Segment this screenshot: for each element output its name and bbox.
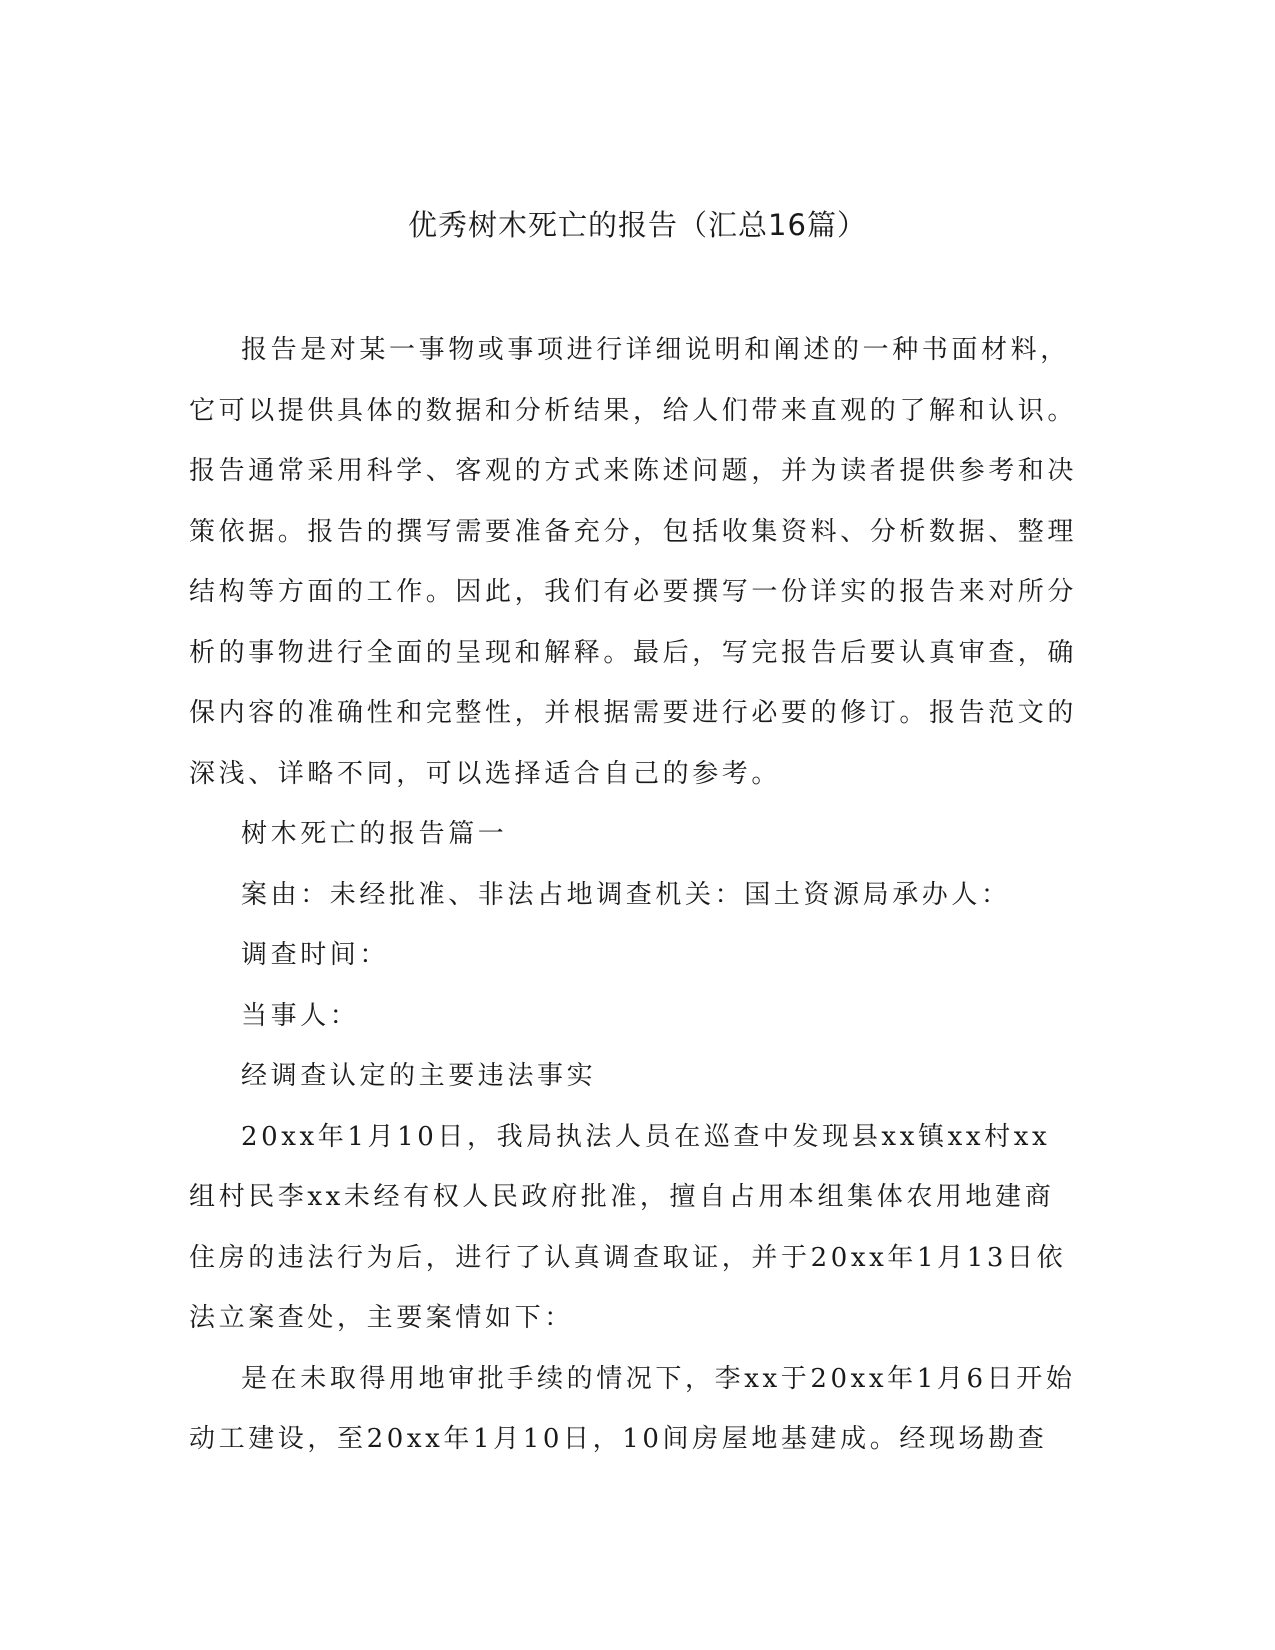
intro-paragraph: 报告是对某一事物或事项进行详细说明和阐述的一种书面材料，它可以提供具体的数据和分析结果，给人们带来直观的了解和认识。报告通常采用科学、客观的方式来陈述问题，并为读者提供参考和决策依据。报告的撰写需要准备充分，包括收集资料、分析数据、整理结构等方面的工作。因此，我们有必要撰写一份详实的报告来对所分析的事物进行全面的呈现和解释。最后，写完报告后要认真审查，确保内容的准确性和完整性，并根据需要进行必要的修订。报告范文的深浅、详略不同，可以选择适合自己的参考。 [189, 335, 1078, 789]
investigation-time-line: 调查时间： [241, 940, 390, 970]
case-cause-line: 案由：未经批准、非法占地调查机关：国土资源局承办人： [241, 879, 1011, 910]
facts-heading: 经调查认定的主要违法事实 [241, 1061, 597, 1091]
document-title: 优秀树木死亡的报告（汇总16篇） [408, 208, 867, 242]
facts-paragraph: 20xx年1月10日，我局执法人员在巡查中发现县xx镇xx村xx组村民李xx未经有权人民政府批准，擅自占用本组集体农用地建商住房的违法行为后，进行了认真调查取证，并于20xx年1月13日依法立案查处，主要案情如下： [189, 1121, 1067, 1333]
party-line: 当事人： [241, 1000, 360, 1031]
section-heading: 树木死亡的报告篇一 [241, 819, 508, 849]
document-body [189, 320, 1079, 1470]
details-paragraph: 是在未取得用地审批手续的情况下，李xx于20xx年1月6日开始动工建设，至20xx年1月10日，10间房屋地基建成。经现场勘查 [189, 1363, 1076, 1454]
